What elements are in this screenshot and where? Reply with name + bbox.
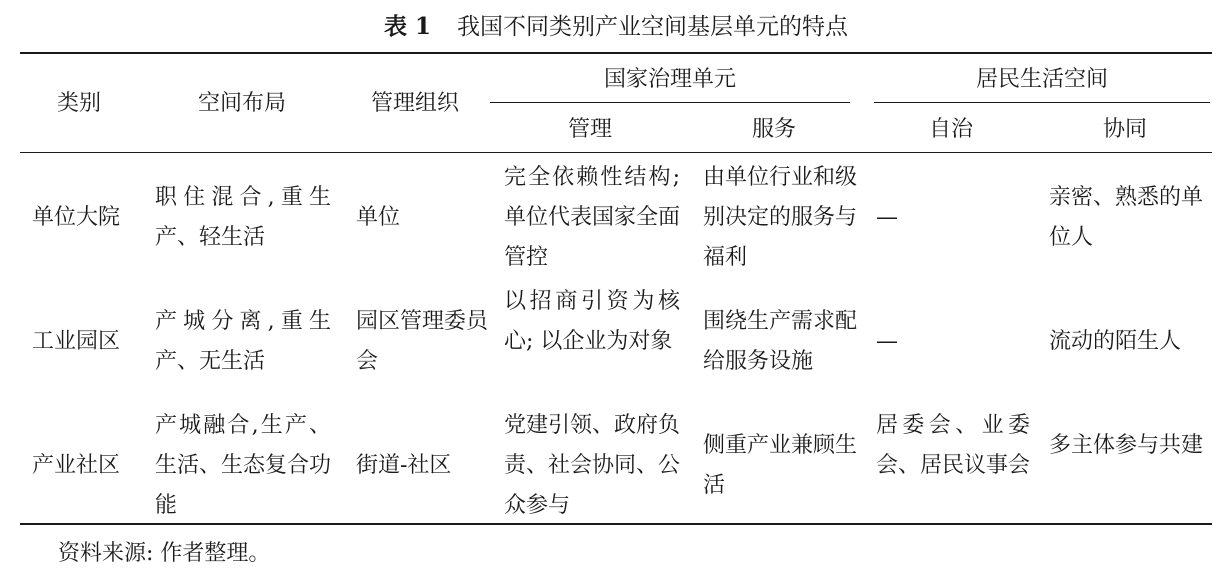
top-rule (20, 52, 1212, 54)
header-rule (20, 152, 1212, 153)
header-life-group: 居民生活空间 (975, 67, 1108, 92)
row-1-layout: 职住混合,重生产、轻生活 (155, 185, 331, 250)
row-1-org: 单位 (356, 205, 401, 230)
row-2-self: — (876, 329, 898, 354)
table-number: 表 1 (383, 13, 431, 40)
row-2-manage: 以招商引资为核心; 以企业为对象 (504, 289, 680, 354)
row-1-category: 单位大院 (32, 205, 121, 230)
row-2-org: 园区管理委员会 (356, 309, 489, 374)
row-1-coop: 亲密、熟悉的单位人 (1049, 185, 1204, 250)
gov-group-rule (490, 102, 850, 103)
header-life-self: 自治 (928, 117, 973, 142)
row-2-category: 工业园区 (32, 329, 121, 354)
header-gov-service: 服务 (751, 117, 796, 142)
header-org: 管理组织 (370, 91, 459, 116)
header-gov-group: 国家治理单元 (603, 67, 736, 92)
header-category: 类别 (56, 91, 101, 116)
header-life-coop: 协同 (1102, 117, 1147, 142)
row-3-layout: 产城融合,生产、生活、生态复合功能 (155, 413, 332, 518)
row-3-org: 街道-社区 (356, 453, 452, 478)
row-3-service: 侧重产业兼顾生活 (703, 433, 858, 498)
row-2-service: 围绕生产需求配给服务设施 (703, 309, 858, 374)
row-1-self: — (876, 205, 898, 230)
header-gov-manage: 管理 (567, 117, 612, 142)
row-3-manage: 党建引领、政府负责、社会协同、公众参与 (504, 413, 681, 518)
source-note: 资料来源: 作者整理。 (58, 541, 271, 566)
life-group-rule (874, 102, 1210, 103)
row-3-coop: 多主体参与共建 (1049, 433, 1204, 458)
table-caption (0, 10, 1232, 44)
row-2-coop: 流动的陌生人 (1049, 329, 1182, 354)
header-layout: 空间布局 (197, 91, 286, 116)
row-3-self: 居委会、业委会、居民议事会 (876, 413, 1031, 478)
row-3-category: 产业社区 (32, 453, 121, 478)
row-1-service: 由单位行业和级别决定的服务与福利 (703, 165, 858, 270)
row-1-manage: 完全依赖性结构; 单位代表国家全面管控 (504, 165, 681, 270)
row-2-layout: 产城分离,重生产、无生活 (155, 309, 331, 374)
table-title: 我国不同类别产业空间基层单元的特点 (457, 14, 848, 40)
